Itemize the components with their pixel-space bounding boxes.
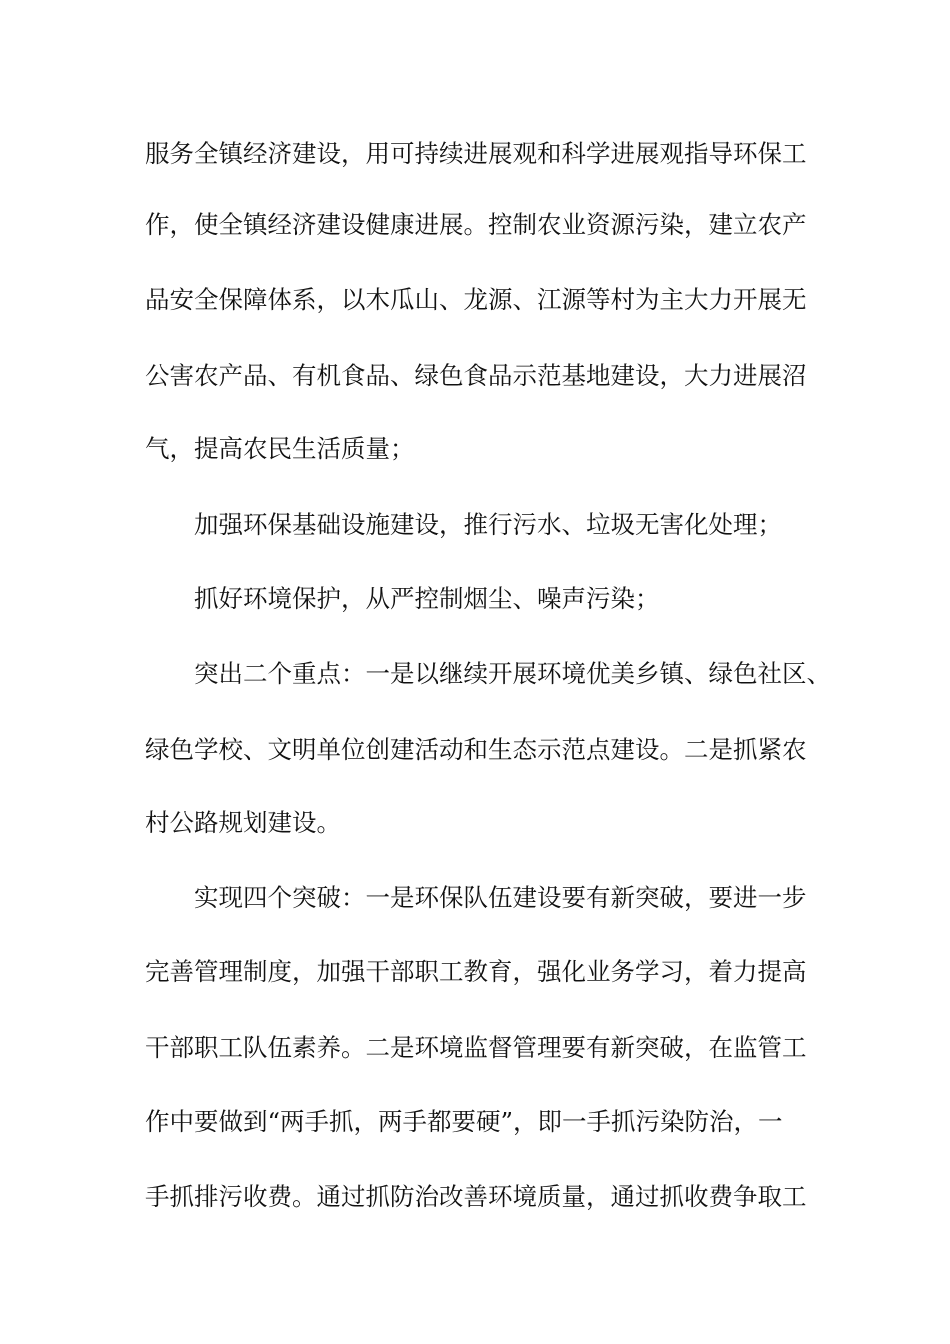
text-line: 实现四个突破：一是环保队伍建设要有新突破，要进一步 <box>194 883 807 912</box>
text-line: 手抓排污收费。通过抓防治改善环境质量，通过抓收费争取工 <box>145 1182 807 1211</box>
text-line: 完善管理制度，加强干部职工教育，强化业务学习，着力提高 <box>145 957 807 986</box>
text-line: 抓好环境保护，从严控制烟尘、噪声污染； <box>194 584 660 613</box>
text-line: 干部职工队伍素养。二是环境监督管理要有新突破，在监管工 <box>145 1033 807 1062</box>
text-line: 突出二个重点：一是以继续开展环境优美乡镇、绿色社区、 <box>194 659 831 688</box>
text-line: 作，使全镇经济建设健康进展。控制农业资源污染，建立农产 <box>145 210 807 239</box>
text-line: 村公路规划建设。 <box>145 808 341 837</box>
text-line: 品安全保障体系，以木瓜山、龙源、江源等村为主大力开展无 <box>145 285 807 314</box>
text-line: 加强环保基础设施建设，推行污水、垃圾无害化处理； <box>194 510 782 539</box>
text-line: 作中要做到“两手抓，两手都要硬”，即一手抓污染防治，一 <box>145 1107 783 1136</box>
text-line: 气，提高农民生活质量； <box>145 434 415 463</box>
text-line: 公害农产品、有机食品、绿色食品示范基地建设，大力进展沼 <box>145 361 807 390</box>
text-line: 绿色学校、文明单位创建活动和生态示范点建设。二是抓紧农 <box>145 735 807 764</box>
text-line: 服务全镇经济建设，用可持续进展观和科学进展观指导环保工 <box>145 139 807 168</box>
